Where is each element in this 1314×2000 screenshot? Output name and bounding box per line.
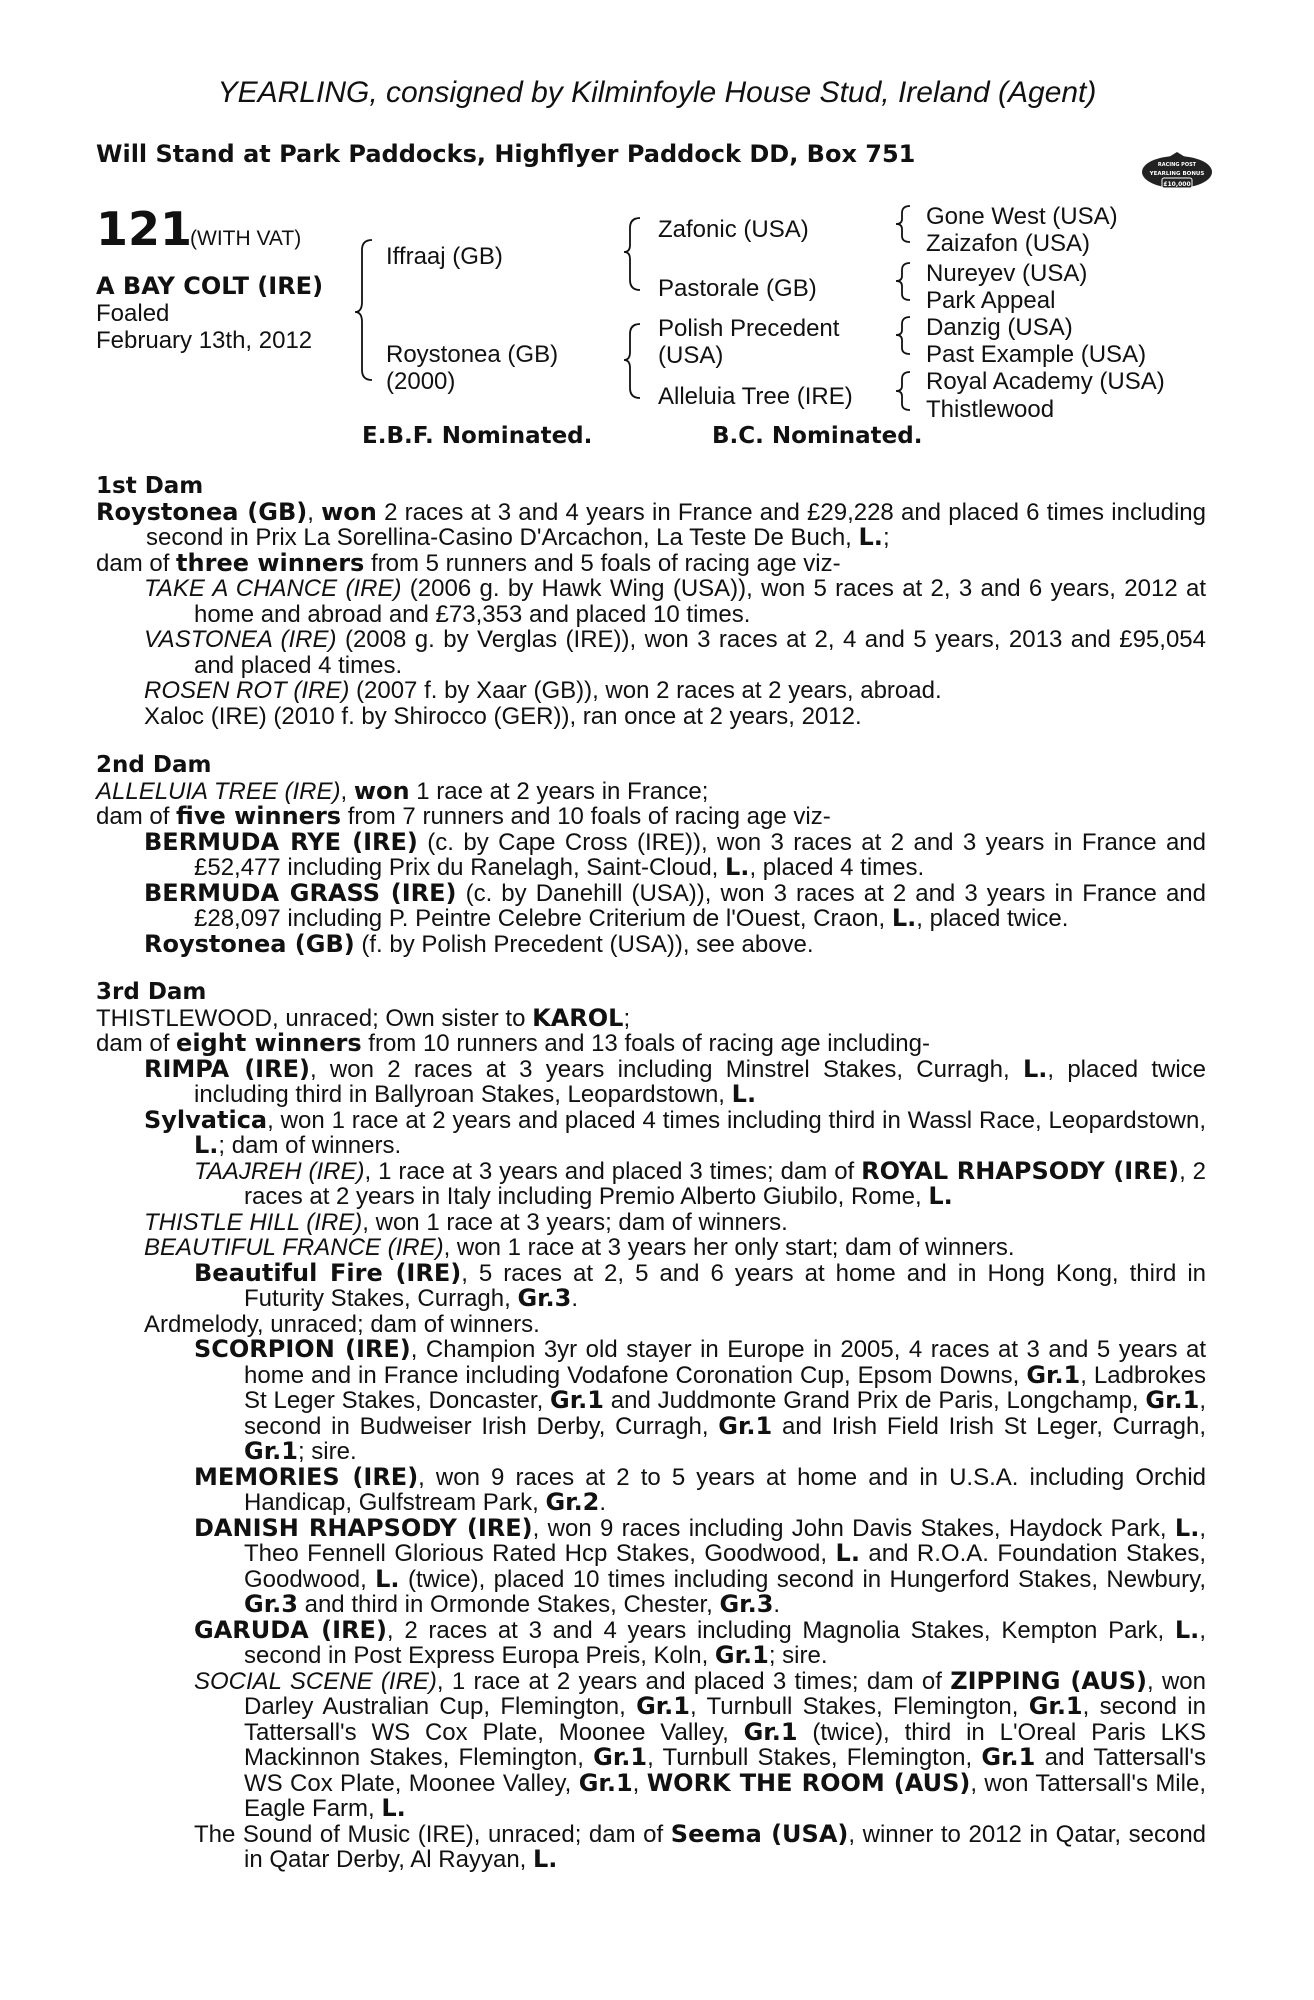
dam-sire-line1: Polish Precedent <box>658 315 840 342</box>
dam-dam: Alleluia Tree (IRE) <box>658 383 853 410</box>
produce-take-a-chance: TAKE A CHANCE (IRE) (2006 g. by Hawk Wing (USA)), won 5 races at 2, 3 and 6 years, 2012 at home and abroad and £73,353 and placed 10 times. <box>144 575 1207 628</box>
produce-roystonea: Roystonea (GB) (f. by Polish Precedent (USA)), see above. <box>144 929 814 958</box>
produce-danish-rhapsody: DANISH RHAPSODY (IRE), won 9 races including John Davis Stakes, Haydock Park, L., Theo Fennell Glorious Rated Hcp Stakes, Goodwood, L. and R.O.A. Foundation Stakes, Goodwood, L. (twice), placed 10 times including second in Hungerford Stakes, Newbury, Gr.3 and third in Ormonde Stakes, Chester, Gr.3. <box>194 1513 1207 1618</box>
first-dam-produce-summary: dam of three winners from 5 runners and 5 foals of racing age viz- <box>96 548 841 577</box>
produce-sylvatica: Sylvatica, won 1 race at 2 years and placed 4 times including third in Wassl Race, Leopardstown, L.; dam of winners. <box>144 1105 1206 1159</box>
first-dam-section <box>96 474 1206 729</box>
ebf-nominated: E.B.F. Nominated. <box>362 423 593 449</box>
dam-dam-sire: Royal Academy (USA) <box>926 368 1165 395</box>
dam-sire-sire: Danzig (USA) <box>926 314 1073 341</box>
produce-garuda: GARUDA (IRE), 2 races at 3 and 4 years including Magnolia Stakes, Kempton Park, L., second in Post Express Europa Preis, Koln, Gr.1; sire. <box>194 1615 1206 1669</box>
sire-name: Iffraaj (GB) <box>386 243 503 270</box>
second-dam-produce-summary: dam of five winners from 7 runners and 10 foals of racing age viz- <box>96 802 831 830</box>
third-dam-section <box>96 980 1206 1873</box>
foaled-date: February 13th, 2012 <box>96 327 313 354</box>
produce-bermuda-grass: BERMUDA GRASS (IRE) (c. by Danehill (USA)), won 3 races at 2 and 3 years in France and £28,097 including P. Peintre Celebre Criterium de l'Ouest, Craon, L., placed twice. <box>144 878 1206 932</box>
produce-rimpa: RIMPA (IRE), won 2 races at 3 years including Minstrel Stakes, Curragh, L., placed twice including third in Ballyroan Stakes, Leopardstown, L. <box>144 1054 1206 1108</box>
sire-dam-sire: Nureyev (USA) <box>926 260 1088 287</box>
first-dam-record: Roystonea (GB), won 2 races at 3 and 4 years in France and £29,228 and placed 6 times including second in Prix La Sorellina-Casino D'Arcachon, La Teste De Buch, L.; <box>96 497 1206 551</box>
horse-name: A BAY COLT (IRE) <box>96 272 324 300</box>
second-dam-record: ALLELUIA TREE (IRE), won 1 race at 2 years in France; <box>96 776 709 805</box>
sire-dam: Pastorale (GB) <box>658 275 817 302</box>
sire-sire-dam: Zaizafon (USA) <box>926 230 1091 257</box>
badge-mid-text: YEARLING BONUS <box>1149 171 1205 177</box>
produce-social-scene: SOCIAL SCENE (IRE), 1 race at 2 years and placed 3 times; dam of ZIPPING (AUS), won Darley Australian Cup, Flemington, Gr.1, Turnbull Stakes, Flemington, Gr.1, second in Tattersall's WS Cox Plate, Moonee Valley, Gr.1 (twice), third in L'Oreal Paris LKS Mackinnon Stakes, Flemington, Gr.1, Turnbull Stakes, Flemington, Gr.1 and Tattersall's WS Cox Plate, Moonee Valley, Gr.1, WORK THE ROOM (AUS), won Tattersall's Mile, Eagle Farm, L. <box>194 1666 1207 1822</box>
third-dam-record: THISTLEWOOD, unraced; Own sister to KAROL; <box>96 1003 631 1032</box>
produce-beautiful-france: BEAUTIFUL FRANCE (IRE), won 1 race at 3 years her only start; dam of winners. <box>144 1234 1015 1261</box>
produce-thistle-hill: THISTLE HILL (IRE), won 1 race at 3 years; dam of winners. <box>144 1208 788 1236</box>
third-dam-heading: 3rd Dam <box>96 979 207 1005</box>
first-dam-heading: 1st Dam <box>96 473 204 499</box>
dam-sire-dam: Past Example (USA) <box>926 341 1147 368</box>
dam-sire <box>658 315 839 369</box>
dam-sire-line2: (USA) <box>658 342 724 369</box>
produce-sound-of-music: The Sound of Music (IRE), unraced; dam of Seema (USA), winner to 2012 in Qatar, second in Qatar Derby, Al Rayyan, L. <box>194 1819 1207 1873</box>
produce-rosen-rot: ROSEN ROT (IRE) (2007 f. by Xaar (GB)), won 2 races at 2 years, abroad. <box>144 677 942 704</box>
bc-nominated: B.C. Nominated. <box>712 423 923 449</box>
lot-number: 121 <box>96 202 193 256</box>
produce-ardmelody: Ardmelody, unraced; dam of winners. <box>144 1310 540 1338</box>
sire-dam-dam: Park Appeal <box>926 287 1056 314</box>
third-dam-produce-summary: dam of eight winners from 10 runners and 13 foals of racing age including- <box>96 1029 930 1057</box>
sire-sire-sire: Gone West (USA) <box>926 203 1118 230</box>
second-dam-heading: 2nd Dam <box>96 752 212 778</box>
dam-year: (2000) <box>386 368 456 395</box>
dam-name-line1: Roystonea (GB) <box>386 341 559 368</box>
sire-sire: Zafonic (USA) <box>658 216 809 243</box>
page-title: YEARLING, consigned by Kilminfoyle House Stud, Ireland (Agent) <box>217 76 1097 109</box>
produce-scorpion: SCORPION (IRE), Champion 3yr old stayer in Europe in 2005, 4 races at 3 and 5 years at home and in France including Vodafone Coronation Cup, Epsom Downs, Gr.1, Ladbrokes St Leger Stakes, Doncaster, Gr.1 and Juddmonte Grand Prix de Paris, Longchamp, Gr.1, second in Budweiser Irish Derby, Curragh, Gr.1 and Irish Field Irish St Leger, Curragh, Gr.1; sire. <box>194 1335 1206 1465</box>
vat-note: (WITH VAT) <box>190 227 302 250</box>
dam-dam-dam: Thistlewood <box>926 396 1055 423</box>
badge-top-text: RACING POST <box>1157 162 1197 168</box>
produce-xaloc: Xaloc (IRE) (2010 f. by Shirocco (GER)), ran once at 2 years, 2012. <box>144 702 862 730</box>
foaled-label: Foaled <box>96 300 170 327</box>
badge-amount-text: £10,000 <box>1163 181 1191 188</box>
second-dam-section <box>96 753 1206 957</box>
dam-name <box>386 341 558 395</box>
produce-vastonea: VASTONEA (IRE) (2008 g. by Verglas (IRE)), won 3 races at 2, 4 and 5 years, 2013 and £95,054 and placed 4 times. <box>144 626 1206 679</box>
produce-bermuda-rye: BERMUDA RYE (IRE) (c. by Cape Cross (IRE)), won 3 races at 2 and 3 years in France and £52,477 including Prix du Ranelagh, Saint-Cloud, L., placed 4 times. <box>144 827 1206 881</box>
stand-location: Will Stand at Park Paddocks, Highflyer Paddock DD, Box 751 <box>96 140 916 168</box>
produce-taajreh: TAAJREH (IRE), 1 race at 3 years and placed 3 times; dam of ROYAL RHAPSODY (IRE), 2 races at 2 years in Italy including Premio Alberto Giubilo, Rome, L. <box>194 1156 1207 1210</box>
produce-beautiful-fire: Beautiful Fire (IRE), 5 races at 2, 5 and 6 years at home and in Hong Kong, third in Futurity Stakes, Curragh, Gr.3. <box>194 1258 1206 1312</box>
produce-memories: MEMORIES (IRE), won 9 races at 2 to 5 years at home and in U.S.A. including Orchid Handicap, Gulfstream Park, Gr.2. <box>194 1462 1207 1516</box>
